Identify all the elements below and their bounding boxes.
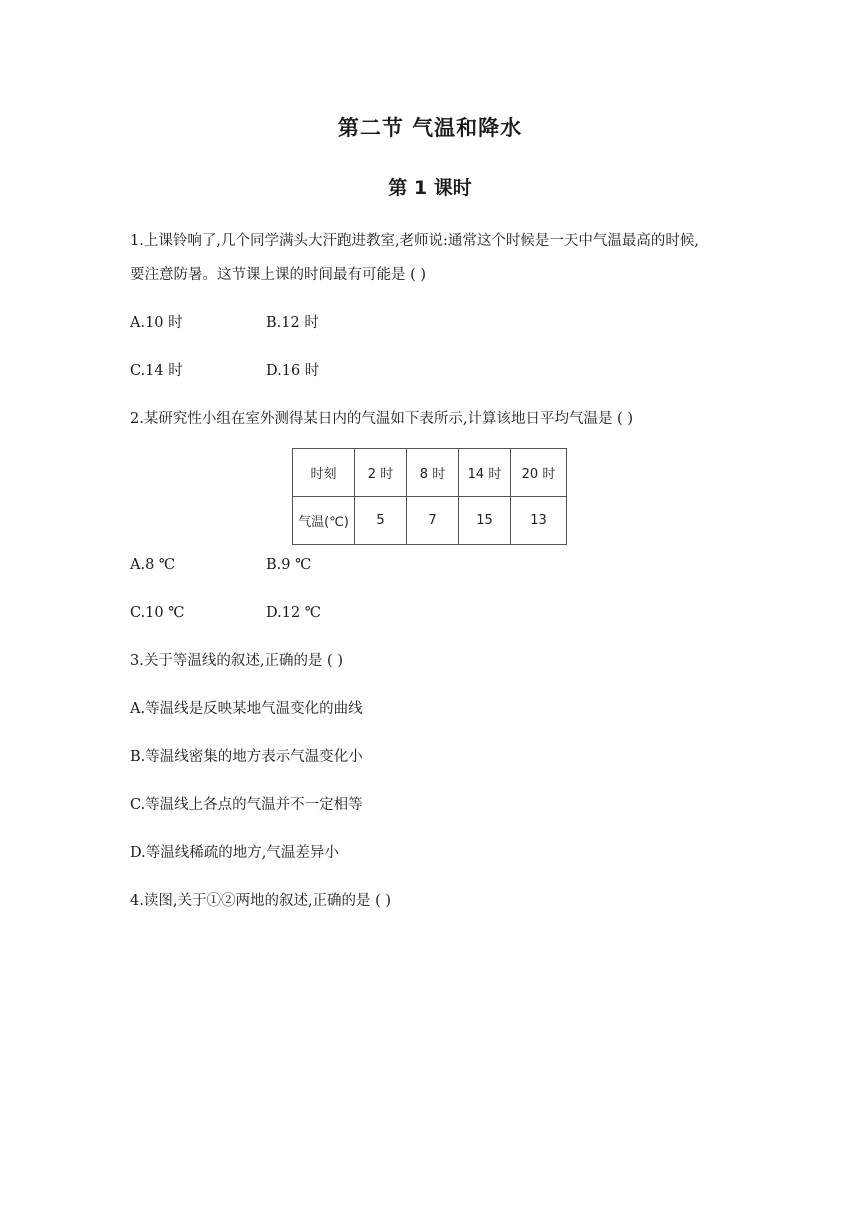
q2-option-a: A.8 ℃ <box>130 557 176 573</box>
question-2-stem: 2.某研究性小组在室外测得某日内的气温如下表所示,计算该地日平均气温是 ( ) <box>130 411 633 427</box>
question-1-line-1: 1.上课铃响了,几个同学满头大汗跑进教室,老师说:通常这个时候是一天中气温最高的时候, <box>130 233 700 249</box>
question-3-stem: 3.关于等温线的叙述,正确的是 ( ) <box>130 653 343 669</box>
q1-option-c: C.14 时 <box>130 363 183 379</box>
question-4-stem: 4.读图,关于①②两地的叙述,正确的是 ( ) <box>130 893 392 909</box>
q3-option-c: C.等温线上各点的气温并不一定相等 <box>130 797 363 813</box>
table-header-cell: 20 时 <box>511 449 567 497</box>
table-cell: 15 <box>459 497 511 545</box>
q1-option-a: A.10 时 <box>130 315 183 331</box>
page-subtitle: 第 1 课时 <box>388 177 472 199</box>
q3-option-b: B.等温线密集的地方表示气温变化小 <box>130 749 363 765</box>
temperature-table <box>292 448 567 545</box>
table-header-row <box>293 449 567 497</box>
table-header-cell: 时刻 <box>293 449 355 497</box>
table-header-cell: 14 时 <box>459 449 511 497</box>
q2-option-c: C.10 ℃ <box>130 605 185 621</box>
table-header-cell: 8 时 <box>407 449 459 497</box>
q2-option-d: D.12 ℃ <box>266 605 321 621</box>
q2-option-b: B.9 ℃ <box>266 557 312 573</box>
q3-option-d: D.等温线稀疏的地方,气温差异小 <box>130 845 339 861</box>
table-cell: 7 <box>407 497 459 545</box>
page-title: 第二节 气温和降水 <box>337 116 523 140</box>
q1-option-d: D.16 时 <box>266 363 320 379</box>
table-header-cell: 2 时 <box>355 449 407 497</box>
q1-option-b: B.12 时 <box>266 315 319 331</box>
q3-option-a: A.等温线是反映某地气温变化的曲线 <box>130 701 363 717</box>
table-cell: 气温(℃) <box>293 497 355 545</box>
table-cell: 13 <box>511 497 567 545</box>
table-row <box>293 497 567 545</box>
question-1-line-2: 要注意防暑。这节课上课的时间最有可能是 ( ) <box>130 267 427 283</box>
table-cell: 5 <box>355 497 407 545</box>
